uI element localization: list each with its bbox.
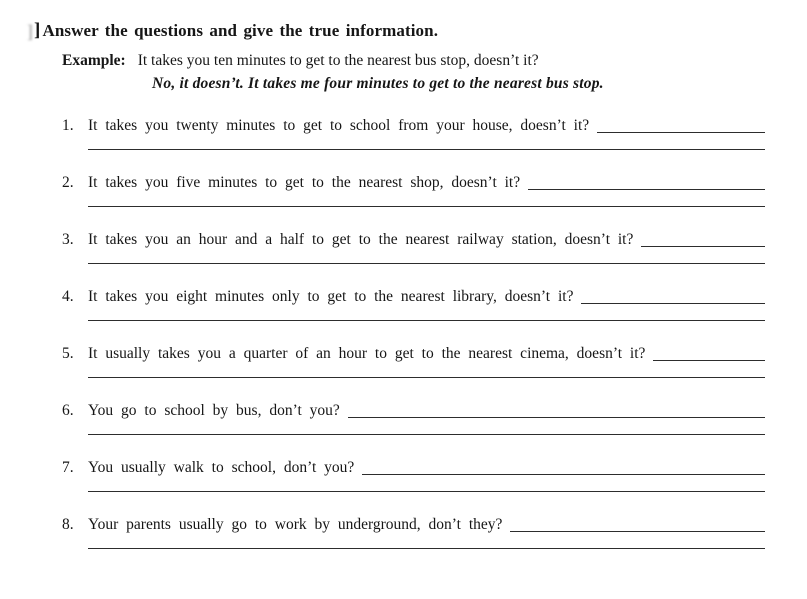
heading-text: Answer the questions and give the true information.	[42, 21, 439, 40]
question-text: It takes you twenty minutes to get to school from your house, doesn’t it?	[88, 117, 590, 134]
question-text: It takes you an hour and a half to get to the nearest railway station, doesn’t it?	[88, 231, 634, 248]
example-answer-text: No, it doesn’t. It takes me four minutes to get to the nearest bus stop.	[152, 75, 604, 92]
answer-blank-line	[88, 375, 765, 378]
question-row	[62, 515, 765, 535]
question-row	[62, 287, 765, 307]
inline-answer-blank	[597, 132, 765, 133]
question-block-5	[62, 344, 765, 378]
question-list	[62, 116, 765, 549]
question-number: 1.	[62, 117, 74, 134]
example-question-row	[62, 49, 765, 72]
question-row	[62, 344, 765, 364]
question-row	[62, 458, 765, 478]
question-block-4	[62, 287, 765, 321]
answer-blank-line	[88, 204, 765, 207]
example-label: Example:	[62, 52, 126, 69]
question-row	[62, 230, 765, 250]
question-block-8	[62, 515, 765, 549]
question-number: 2.	[62, 174, 74, 191]
question-number: 7.	[62, 459, 74, 476]
inline-answer-blank	[581, 303, 765, 304]
question-number: 6.	[62, 402, 74, 419]
question-text: It takes you five minutes to get to the nearest shop, doesn’t it?	[88, 174, 521, 191]
inline-answer-blank	[641, 246, 765, 247]
question-block-2	[62, 173, 765, 207]
question-row	[62, 173, 765, 193]
inline-answer-blank	[510, 531, 765, 532]
inline-answer-blank	[362, 474, 765, 475]
question-text: You go to school by bus, don’t you?	[88, 402, 340, 419]
inline-answer-blank	[348, 417, 765, 418]
question-block-1	[62, 116, 765, 150]
question-row	[62, 401, 765, 421]
answer-blank-line	[88, 546, 765, 549]
question-text: You usually walk to school, don’t you?	[88, 459, 355, 476]
question-block-3	[62, 230, 765, 264]
question-number: 8.	[62, 516, 74, 533]
question-text: It takes you eight minutes only to get to the nearest library, doesn’t it?	[88, 288, 574, 305]
question-row	[62, 116, 765, 136]
answer-blank-line	[88, 318, 765, 321]
question-number: 5.	[62, 345, 74, 362]
answer-blank-line	[88, 489, 765, 492]
heading-bracket-mark: ]	[34, 20, 41, 41]
question-number: 4.	[62, 288, 74, 305]
question-text: Your parents usually go to work by underground, don’t they?	[88, 516, 503, 533]
answer-blank-line	[88, 261, 765, 264]
example-question-text: It takes you ten minutes to get to the nearest bus stop, doesn’t it?	[137, 52, 539, 69]
question-block-6	[62, 401, 765, 435]
inline-answer-blank	[528, 189, 765, 190]
worksheet-heading	[34, 20, 765, 41]
question-block-7	[62, 458, 765, 492]
answer-blank-line	[88, 147, 765, 150]
question-text: It usually takes you a quarter of an hour to get to the nearest cinema, doesn’t it?	[88, 345, 646, 362]
answer-blank-line	[88, 432, 765, 435]
question-number: 3.	[62, 231, 74, 248]
inline-answer-blank	[653, 360, 765, 361]
example-block	[62, 49, 765, 95]
